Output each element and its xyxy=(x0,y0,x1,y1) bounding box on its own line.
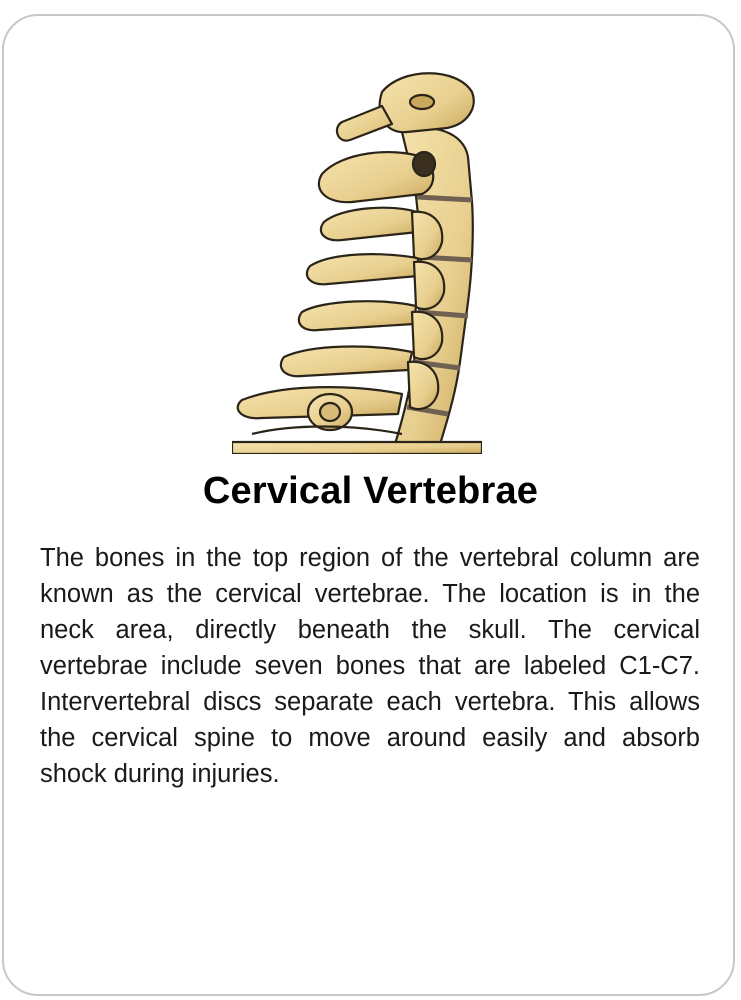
card-title: Cervical Vertebrae xyxy=(202,470,539,512)
cervical-spine-illustration xyxy=(232,62,482,454)
card-description: The bones in the top region of the vertebral column are known as the cervical vertebrae. The location is in the neck area, directly beneath the skull. The cervical vertebrae include seven bones that are labeled C1-C7. Intervertebral discs separate each vertebra. This allows the cervical spine to move around easily and absorb shock during injuries. xyxy=(40,544,700,788)
